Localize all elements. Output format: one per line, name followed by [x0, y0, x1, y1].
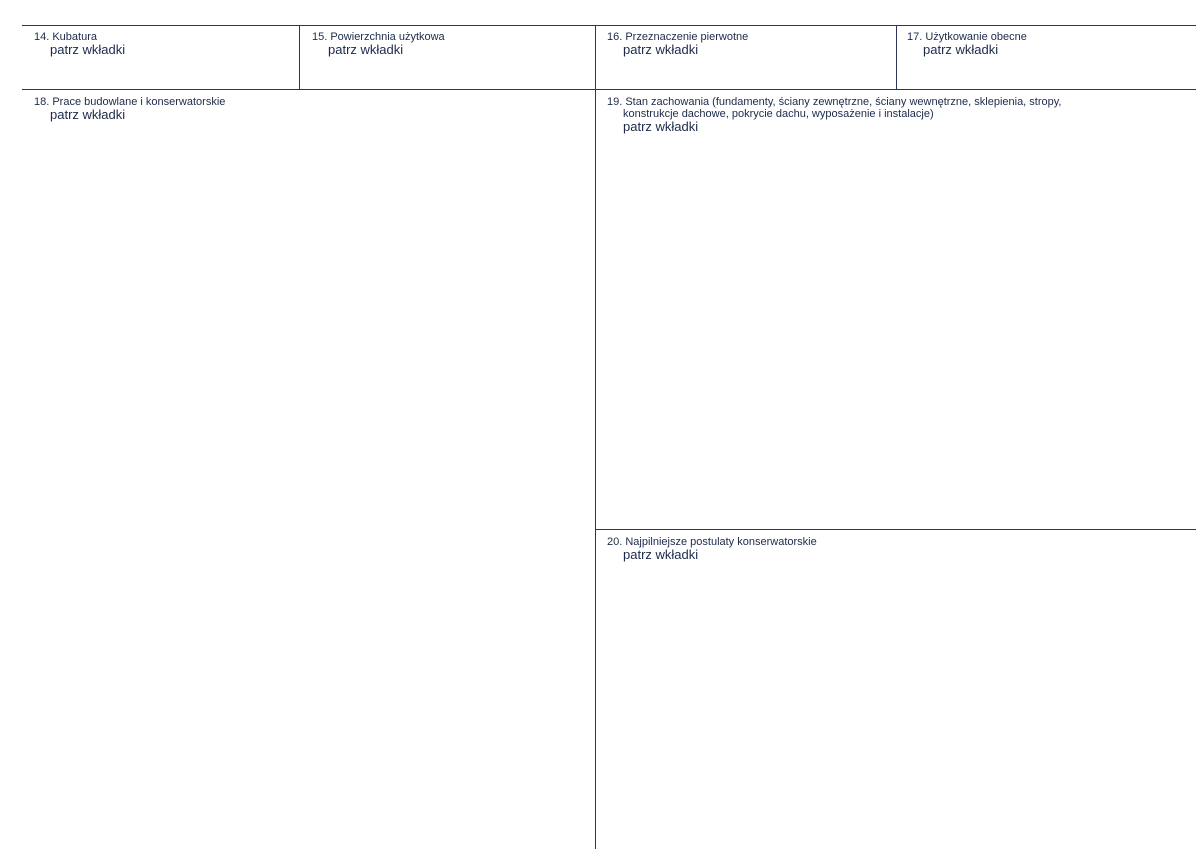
divider-15-16	[595, 25, 596, 849]
field-postulaty-label: 20. Najpilniejsze postulaty konserwatorskie	[607, 536, 817, 548]
field-postulaty-value: patrz wkładki	[623, 547, 699, 562]
divider-14-15	[299, 25, 300, 89]
field-powierzchnia	[312, 31, 445, 57]
field-powierzchnia-value: patrz wkładki	[328, 42, 404, 57]
field-prace-budowlane-value: patrz wkładki	[50, 107, 126, 122]
field-postulaty	[607, 536, 817, 562]
row-divider	[22, 89, 1196, 90]
field-stan-zachowania-label	[607, 96, 1062, 120]
field-uzytkowanie-value: patrz wkładki	[923, 42, 999, 57]
field-stan-zachowania	[607, 96, 1062, 134]
field-powierzchnia-label: 15. Powierzchnia użytkowa	[312, 31, 445, 43]
field-stan-zachowania-value: patrz wkładki	[623, 119, 699, 134]
field-prace-budowlane	[34, 96, 225, 122]
field-stan-zachowania-label-line2: konstrukcje dachowe, pokrycie dachu, wyposażenie i instalacje)	[623, 108, 934, 120]
field-przeznaczenie-value: patrz wkładki	[623, 42, 699, 57]
field-kubatura	[34, 31, 125, 57]
top-border	[22, 25, 1196, 26]
field-stan-zachowania-label-line1: 19. Stan zachowania (fundamenty, ściany zewnętrzne, ściany wewnętrzne, sklepienia, stropy,	[607, 96, 1062, 108]
field-kubatura-label: 14. Kubatura	[34, 31, 97, 43]
field-prace-budowlane-label: 18. Prace budowlane i konserwatorskie	[34, 96, 226, 108]
divider-19-20	[595, 529, 1196, 530]
field-przeznaczenie	[607, 31, 748, 57]
field-uzytkowanie-label: 17. Użytkowanie obecne	[907, 31, 1027, 43]
field-uzytkowanie	[907, 31, 1027, 57]
field-kubatura-value: patrz wkładki	[50, 42, 126, 57]
divider-16-17	[896, 25, 897, 89]
field-przeznaczenie-label: 16. Przeznaczenie pierwotne	[607, 31, 749, 43]
